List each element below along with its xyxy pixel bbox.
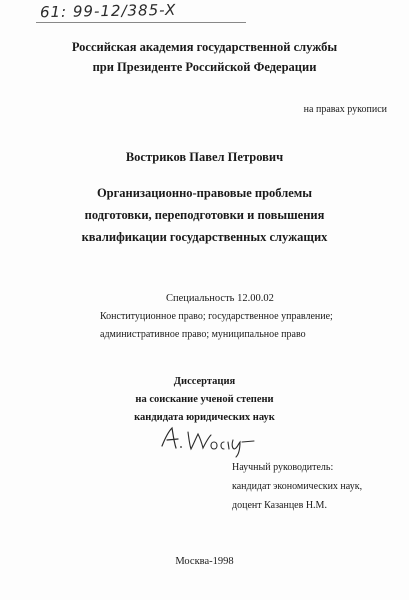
rights-note: на правах рукописи [303, 104, 387, 115]
supervisor-line-3: доцент Казанцев Н.М. [232, 500, 327, 511]
institution-line-1: Российская академия государственной службы [71, 40, 338, 54]
handwritten-signature [158, 418, 258, 460]
institution-line-2: при Президенте Российской Федерации [92, 60, 317, 74]
city-year: Москва-1998 [175, 556, 234, 567]
supervisor-line-2: кандидат экономических наук, [232, 481, 363, 492]
handwritten-catalog-note: 61: 99-12/385-X [39, 0, 177, 22]
specialty-line-2: административное право; муниципальное право [100, 329, 306, 340]
specialty-code: Специальность 12.00.02 [166, 293, 274, 304]
author-name: Востриков Павел Петрович [125, 150, 284, 164]
title-line-3: квалификации государственных служащих [81, 230, 328, 244]
specialty-line-1: Конституционное право; государственное управление; [100, 311, 333, 322]
dissertation-line-1: Диссертация [173, 376, 236, 387]
title-line-2: подготовки, переподготовки и повышения [84, 208, 325, 222]
dissertation-line-3: кандидата юридических наук [134, 412, 275, 423]
dissertation-line-2: на соискание ученой степени [135, 394, 274, 405]
handwritten-underline [36, 22, 246, 23]
title-line-1: Организационно-правовые проблемы [96, 186, 313, 200]
supervisor-line-1: Научный руководитель: [232, 462, 334, 473]
